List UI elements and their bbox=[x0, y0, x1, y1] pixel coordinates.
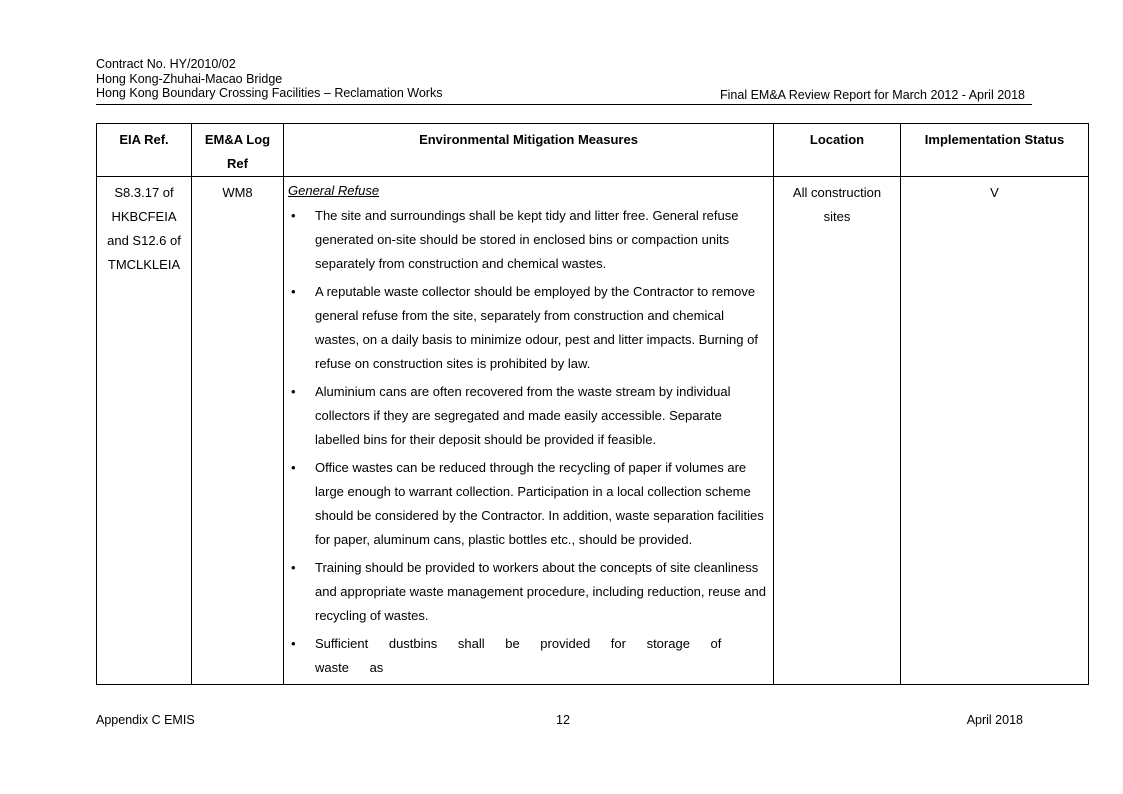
list-item-text: Aluminium cans are often recovered from the waste stream by individual collectors if they are segregated and made easily accessible. Separate labelled bins for their deposit should be provided if feasible. bbox=[315, 384, 731, 447]
list-item-text: A reputable waste collector should be employed by the Contractor to remove general refuse from the site, separately from construction and chemical wastes, on a daily basis to minimize odour, pest and litter impacts. Burning of refuse on construction sites is prohibited by law. bbox=[315, 284, 758, 371]
list-item bbox=[288, 556, 769, 628]
list-item-text: Training should be provided to workers about the concepts of site cleanliness and appropriate waste management procedure, including reduction, reuse and recycling of wastes. bbox=[315, 560, 766, 623]
list-item-text: Sufficient dustbins shall be provided for storage of waste as bbox=[315, 636, 722, 675]
list-item bbox=[288, 204, 769, 276]
col-header-location: Location bbox=[774, 124, 901, 177]
report-title: Final EM&A Review Report for March 2012 - April 2018 bbox=[720, 88, 1025, 102]
footer-date: April 2018 bbox=[966, 713, 1023, 727]
col-header-ema-log-ref: EM&A Log Ref bbox=[192, 124, 284, 177]
col-header-measures: Environmental Mitigation Measures bbox=[284, 124, 774, 177]
table-header-row bbox=[97, 124, 1089, 177]
cell-status: V bbox=[901, 177, 1089, 685]
bullet-icon: • bbox=[291, 636, 296, 651]
cell-ema-log-ref: WM8 bbox=[192, 177, 284, 685]
works-name: Hong Kong Boundary Crossing Facilities – Reclamation Works bbox=[96, 86, 443, 100]
document-header bbox=[96, 57, 442, 101]
footer-appendix: Appendix C EMIS bbox=[96, 713, 195, 727]
cell-measures bbox=[284, 177, 774, 685]
bullet-icon: • bbox=[291, 384, 296, 399]
list-item-text: Office wastes can be reduced through the recycling of paper if volumes are large enough to warrant collection. Participation in a local collection scheme should be considered by the Contractor. In addition, waste separation facilities for paper, aluminum cans, plastic bottles etc., should be provided. bbox=[315, 460, 764, 547]
bullet-icon: • bbox=[291, 460, 296, 475]
mitigation-measures-table bbox=[96, 123, 1089, 685]
list-item-text: The site and surroundings shall be kept tidy and litter free. General refuse generated on-site should be stored in enclosed bins or compaction units separately from construction and chemical wastes. bbox=[315, 208, 739, 271]
bullet-icon: • bbox=[291, 208, 296, 223]
list-item bbox=[288, 380, 769, 452]
list-item bbox=[288, 632, 769, 680]
list-item bbox=[288, 280, 769, 376]
cell-location: All construction sites bbox=[774, 177, 901, 685]
page-number: 12 bbox=[556, 713, 570, 727]
bullet-icon: • bbox=[291, 560, 296, 575]
col-header-eia-ref: EIA Ref. bbox=[97, 124, 192, 177]
list-item bbox=[288, 456, 769, 552]
contract-number: Contract No. HY/2010/02 bbox=[96, 57, 236, 71]
col-header-status: Implementation Status bbox=[901, 124, 1089, 177]
measure-list bbox=[288, 204, 769, 680]
header-divider bbox=[96, 104, 1032, 105]
measure-subheading: General Refuse bbox=[288, 183, 380, 198]
cell-eia-ref: S8.3.17 of HKBCFEIA and S12.6 of TMCLKLEIA bbox=[97, 177, 192, 685]
bullet-icon: • bbox=[291, 284, 296, 299]
table-row bbox=[97, 177, 1089, 685]
project-name: Hong Kong-Zhuhai-Macao Bridge bbox=[96, 71, 283, 86]
